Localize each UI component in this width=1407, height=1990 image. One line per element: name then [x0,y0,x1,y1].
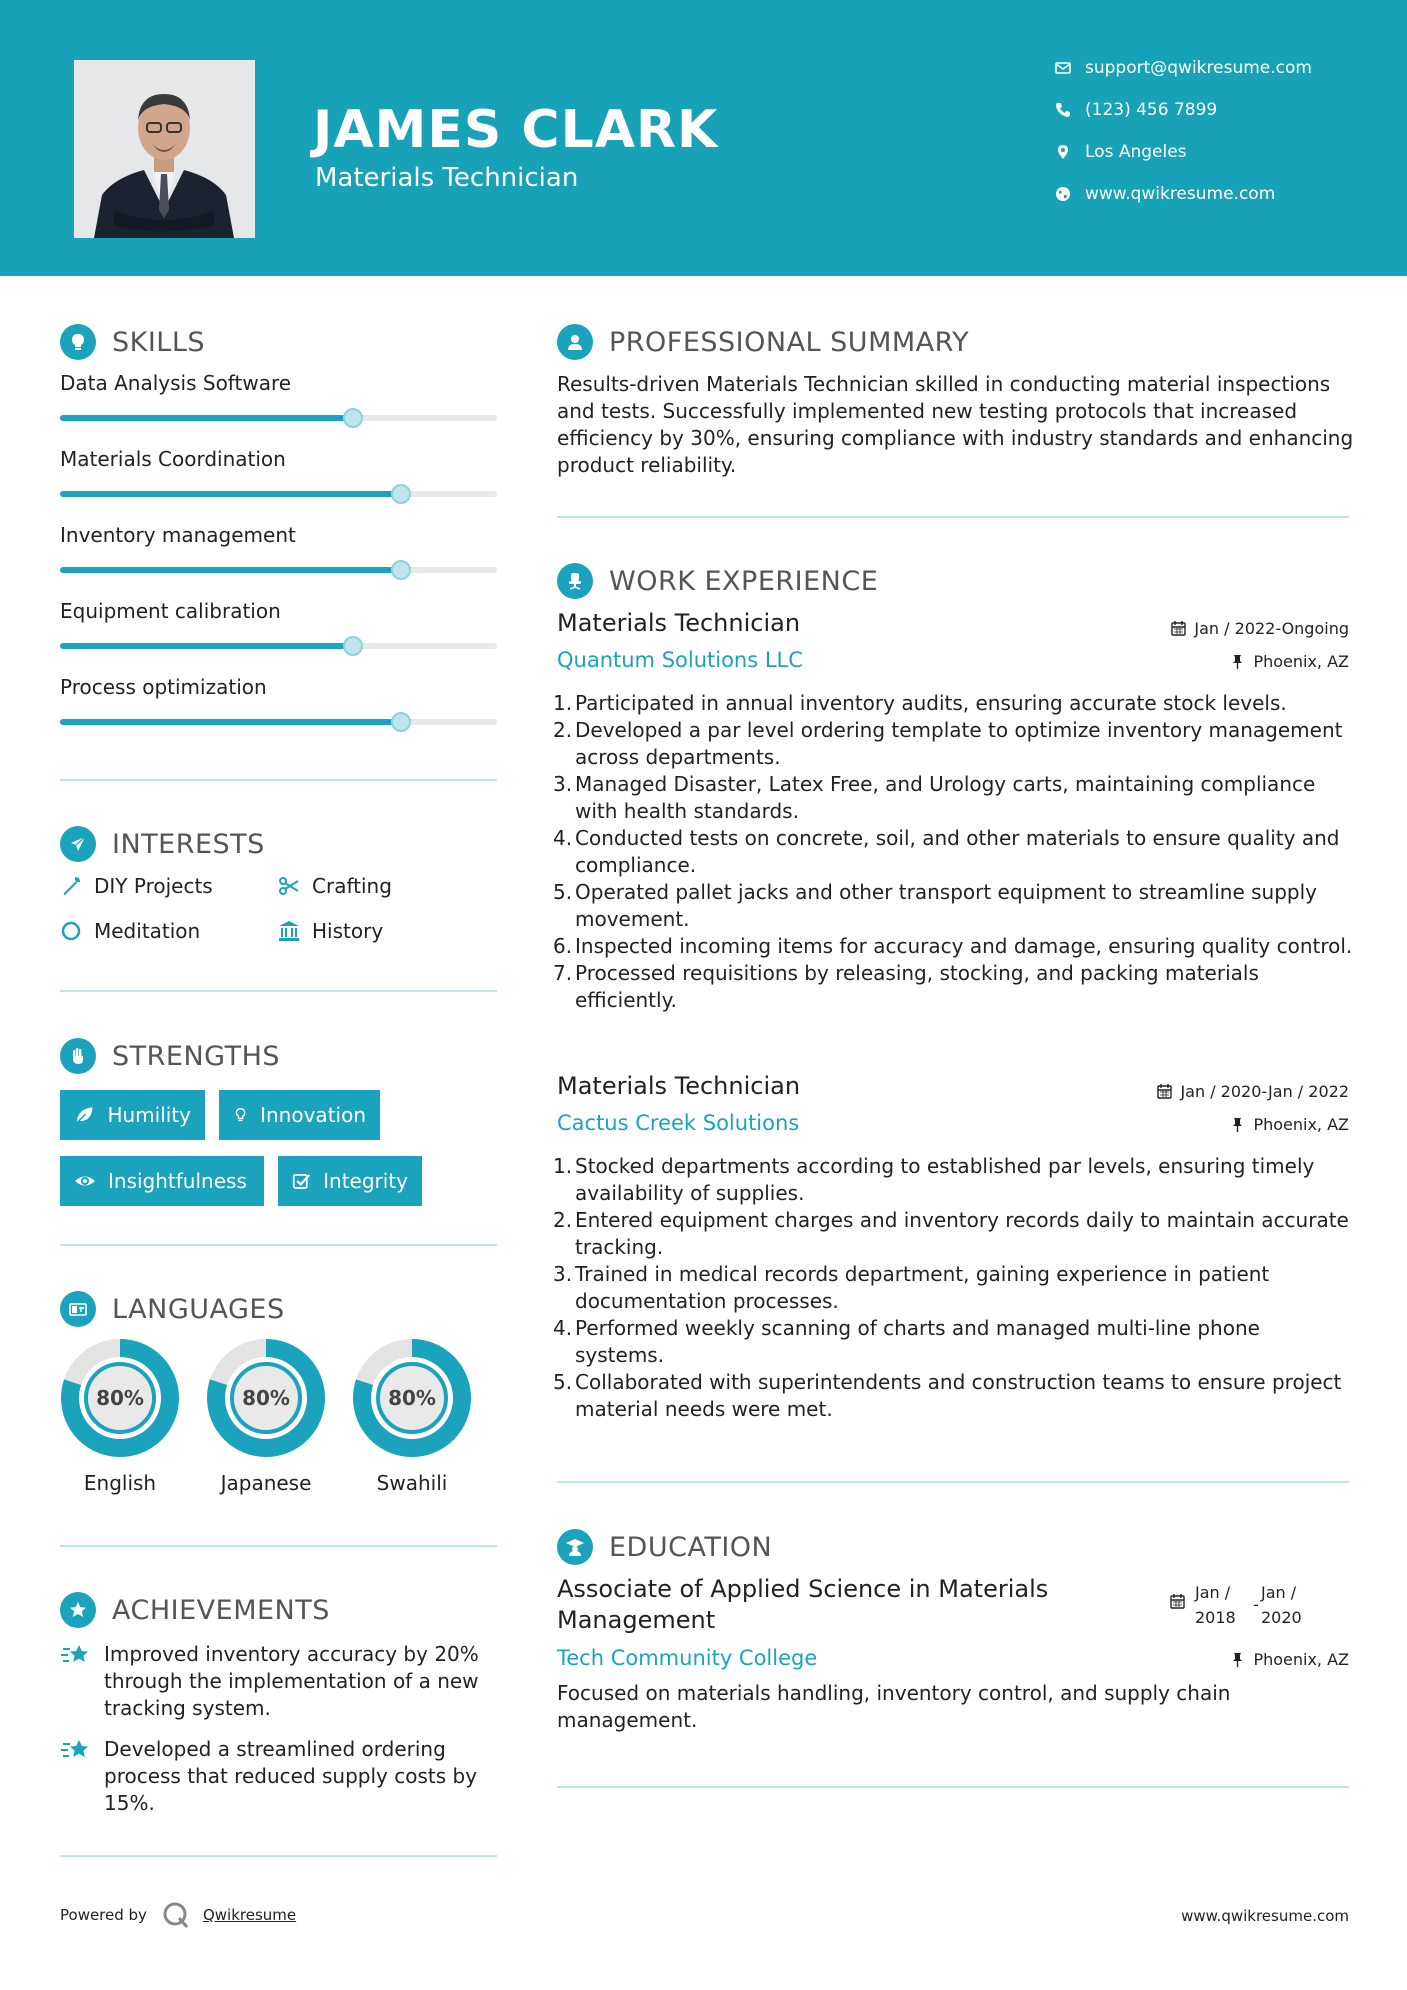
lightbulb-icon [60,324,96,360]
job-title: Materials Technician [557,609,801,637]
pushpin-icon [1230,1652,1245,1667]
contact-location [1055,142,1187,162]
eye-icon [74,1170,96,1192]
calendar-icon [1170,1594,1185,1609]
job-bullet: 4. Conducted tests on concrete, soil, and other materials to ensure quality and compliance. [553,826,1340,877]
summary-text: Results-driven Materials Technician skilled in conducting material inspections and tests. Successfully implemented new testing protocols that increased efficiency by 30%, ensuring compliance with industry standards and enhancing product reliability. [557,372,1354,477]
interest-diy-projects: DIY Projects [60,874,213,898]
pushpin-icon [1230,1117,1245,1132]
skill-label: Materials Coordination [60,447,286,471]
lightbulb-icon [233,1104,248,1126]
job-location: Phoenix, AZ [1230,652,1349,671]
skill-bar-fill [60,643,353,649]
education-location: Phoenix, AZ [1230,1650,1349,1669]
summary-title: PROFESSIONAL SUMMARY [609,326,970,358]
skill-label: Process optimization [60,675,267,699]
divider [557,516,1349,518]
job-company: Quantum Solutions LLC [557,648,803,672]
wrench-icon [60,875,82,897]
strengths-heading [60,1038,280,1074]
skill-label: Inventory management [60,523,296,547]
candidate-name: JAMES CLARK [313,100,719,160]
experience-heading [557,563,878,599]
languages-title: LANGUAGES [112,1293,285,1325]
job-dates: Jan / 2022-Ongoing [1171,619,1349,638]
education-description: Focused on materials handling, inventory control, and supply chain management. [557,1681,1231,1732]
office-chair-icon [557,563,593,599]
phone-icon [1055,102,1085,118]
job-bullets [553,690,1353,1014]
skill-bar [60,643,497,649]
job-company: Cactus Creek Solutions [557,1111,800,1135]
pushpin-icon [1230,654,1245,669]
powered-by-label: Powered by [60,1906,147,1924]
job-bullet: 4. Performed weekly scanning of charts and managed multi-line phone systems. [553,1316,1260,1367]
leaf-icon [74,1104,95,1126]
skill-bar-knob [391,484,411,504]
check-square-icon [292,1170,311,1192]
skill-bar-fill [60,567,401,573]
skill-bar-knob [391,712,411,732]
interest-meditation: Meditation [60,919,200,943]
skill-bar [60,491,497,497]
skills-heading [60,324,205,360]
job-location: Phoenix, AZ [1230,1115,1349,1134]
candidate-role: Materials Technician [315,163,579,193]
languages-heading [60,1291,285,1327]
email-text: support@qwikresume.com [1085,58,1312,78]
skills-title: SKILLS [112,326,206,358]
job-dates: Jan / 2020-Jan / 2022 [1157,1082,1349,1101]
experience-title: WORK EXPERIENCE [609,565,879,597]
language-name: Swahili [376,1471,448,1495]
interest-crafting: Crafting [278,874,392,898]
brand-link[interactable]: Qwikresume [202,1906,297,1924]
language-name: Japanese [220,1471,312,1495]
skill-label: Data Analysis Software [60,371,292,395]
strength-integrity: Integrity [278,1156,422,1206]
website-text: www.qwikresume.com [1085,184,1276,204]
job-bullet: 7. Processed requisitions by releasing, stocking, and packing materials efficiently. [553,961,1259,1012]
star-icon [60,1738,90,1764]
divider [557,1786,1349,1788]
language-percent: 80% [242,1386,290,1410]
divider [60,1855,497,1857]
skill-bar-fill [60,719,401,725]
skill-bar-knob [391,560,411,580]
language-name: English [83,1471,157,1495]
job-bullet: 3. Trained in medical records department, gaining experience in patient documentation processes. [553,1262,1270,1313]
divider [60,1545,497,1547]
job-bullet: 5. Operated pallet jacks and other transport equipment to streamline supply movement. [553,880,1317,931]
skill-bar [60,567,497,573]
user-icon [557,324,593,360]
language-donut [205,1337,327,1459]
language-percent: 80% [388,1386,436,1410]
education-title: EDUCATION [609,1531,773,1563]
job-bullets [553,1153,1353,1423]
job-title: Materials Technician [557,1072,801,1100]
location-text: Los Angeles [1085,142,1187,162]
degree-title: Associate of Applied Science in Materials Management [557,1575,1049,1634]
skill-bar [60,415,497,421]
strengths-title: STRENGTHS [112,1040,281,1072]
achievements-heading [60,1592,330,1628]
hand-icon [60,1038,96,1074]
strength-insightfulness: Insightfulness [60,1156,264,1206]
job-bullet: 6. Inspected incoming items for accuracy and damage, ensuring quality control. [553,934,1353,958]
achievement-item: Improved inventory accuracy by 20% through the implementation of a new tracking system. [60,1641,500,1722]
skill-bar-knob [343,636,363,656]
footer-branding [60,1900,296,1930]
language-percent: 80% [96,1386,144,1410]
language-item [59,1337,181,1495]
job-bullet: 2. Developed a par level ordering template to optimize inventory management across departments. [553,718,1343,769]
interests-heading [60,826,265,862]
qwikresume-logo-icon [161,1900,191,1930]
job-bullet: 2. Entered equipment charges and inventory records daily to maintain accurate tracking. [553,1208,1349,1259]
education-heading [557,1529,772,1565]
graduate-icon [557,1529,593,1565]
circle-icon [60,920,82,942]
divider [60,1244,497,1246]
profile-photo [74,60,255,238]
job-bullet: 1. Participated in annual inventory audits, ensuring accurate stock levels. [553,691,1287,715]
achievement-item: Developed a streamlined ordering process that reduced supply costs by 15%. [60,1736,500,1817]
strength-innovation: Innovation [219,1090,380,1140]
skill-bar-knob [343,408,363,428]
skill-bar-fill [60,491,401,497]
resume-header [0,0,1407,276]
school-name: Tech Community College [557,1646,818,1670]
language-donut [351,1337,473,1459]
scissors-icon [278,875,300,897]
language-item [351,1337,473,1495]
envelope-icon [1055,60,1085,76]
language-item [205,1337,327,1495]
skill-label: Equipment calibration [60,599,281,623]
job-bullet: 3. Managed Disaster, Latex Free, and Urology carts, maintaining compliance with health standards. [553,772,1316,823]
summary-heading [557,324,969,360]
phone-text: (123) 456 7899 [1085,100,1218,120]
paper-plane-icon [60,826,96,862]
language-donut [59,1337,181,1459]
job-bullet: 1. Stocked departments according to established par levels, ensuring timely availability of supplies. [553,1154,1315,1205]
star-icon [60,1643,90,1669]
skill-bar-fill [60,415,353,421]
contact-phone[interactable] [1055,100,1217,120]
interests-title: INTERESTS [112,828,265,860]
interest-history: History [278,919,383,943]
contact-email[interactable] [1055,58,1312,78]
calendar-icon [1171,621,1186,636]
bank-icon [278,920,300,942]
strength-humility: Humility [60,1090,205,1140]
divider [60,779,497,781]
translate-icon [60,1291,96,1327]
divider [60,990,497,992]
achievements-title: ACHIEVEMENTS [112,1594,330,1626]
education-dates: Jan / 2018 - Jan / 2020 [1170,1580,1311,1630]
map-pin-icon [1055,144,1085,160]
footer-url[interactable]: www.qwikresume.com [1181,1907,1349,1925]
star-badge-icon [60,1592,96,1628]
skill-bar [60,719,497,725]
contact-website[interactable] [1055,184,1275,204]
divider [557,1481,1349,1483]
globe-icon [1055,186,1085,202]
job-bullet: 5. Collaborated with superintendents and construction teams to ensure project material needs were met. [553,1370,1342,1421]
calendar-icon [1157,1084,1172,1099]
